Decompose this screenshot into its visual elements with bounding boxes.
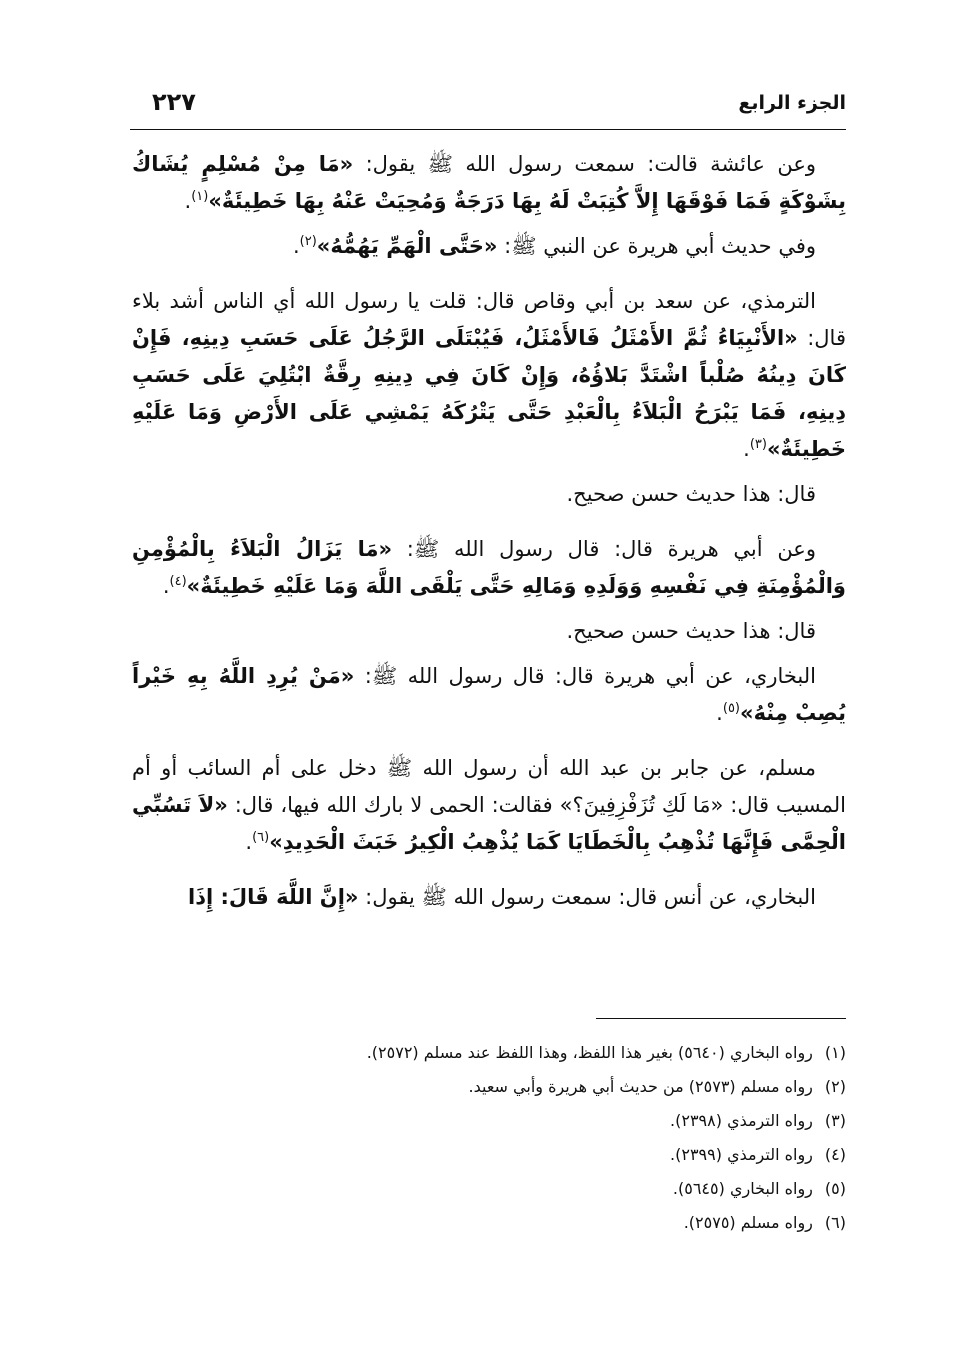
narration-text: وفي حديث أبي هريرة عن النبي ﷺ: — [497, 234, 816, 258]
hadith-quote: «حَتَّى الْهَمِّ يَهُمُّهُ» — [316, 234, 498, 258]
footnote-number: (٥) — [824, 1179, 846, 1198]
header-divider — [130, 129, 846, 130]
footnote-marker: (٣) — [749, 437, 767, 452]
footnote-text: رواه البخاري (٥٦٤٥). — [672, 1179, 813, 1198]
hadith-quote: «الأَنْبِيَاءُ ثُمَّ الأَمْثَلُ فَالأَمْثَلُ، فَيُبْتَلَى الرَّجُلُ عَلَى حَسَبِ دِينِهِ، فَإِنْ كَانَ دِينُهُ صُلْباً اشْتَدَّ بَلاؤُهُ، وَإِنْ كَانَ فِي دِينِهِ رِقَّةٌ ابْتُلِيَ عَلَى حَسَبِ دِينِهِ، فَمَا يَبْرَحُ الْبَلاَءُ بِالْعَبْدِ حَتَّى يَتْرُكَهُ يَمْشِي عَلَى الأَرْضِ وَمَا عَلَيْهِ خَطِيئَةٌ» — [132, 326, 846, 461]
footnote-item — [132, 1138, 846, 1172]
footnote-item — [132, 1172, 846, 1206]
footnote-marker: (٢) — [299, 234, 317, 249]
narration-text: مسلم، عن جابر بن عبد الله أن رسول الله ﷺ دخل على أم السائب أو أم المسيب قال: «مَا لَكِ تُزَفْزِفِينَ؟» فقالت: الحمى لا بارك الله فيها، قال: — [132, 756, 846, 817]
narration-text: البخاري، عن أنس قال: سمعت رسول الله ﷺ يقول: — [358, 885, 816, 909]
paragraph-aisha-hadith — [132, 146, 846, 220]
footnote-text: رواه البخاري (٥٦٤٠) بغير هذا اللفظ، وهذا اللفظ عند مسلم (٢٥٧٢). — [366, 1043, 813, 1062]
narration-text: وعن أبي هريرة قال: قال رسول الله ﷺ: — [392, 537, 816, 561]
hadith-quote: «مَا يَزَالُ الْبَلاَءُ بِالْمُؤْمِنِ وَالْمُؤْمِنَةِ فِي نَفْسِهِ وَوَلَدِهِ وَمَالِهِ حَتَّى يَلْقَى اللَّهَ وَمَا عَلَيْهِ خَطِيئَةٌ» — [132, 537, 846, 598]
page-number: ٢٢٧ — [152, 88, 196, 116]
footnote-text: رواه الترمذي (٢٣٩٨). — [670, 1111, 813, 1130]
footnote-marker: (٦) — [252, 830, 270, 845]
footnote-marker: (١) — [191, 189, 209, 204]
paragraph-grading-2 — [132, 613, 846, 650]
hadith-quote: «مَا مِنْ مُسْلِمٍ يُشَاكُ بِشَوْكَةٍ فَمَا فَوْقَهَا إِلاَّ كُتِبَتْ لَهُ بِهَا دَرَجَةٌ وَمُحِيَتْ عَنْهُ بِهَا خَطِيئَةٌ» — [132, 152, 846, 213]
paragraph-muslim-jabir — [132, 750, 846, 861]
footnotes-list — [132, 1036, 846, 1240]
footnote-number: (٦) — [824, 1213, 846, 1232]
footnote-marker: (٤) — [169, 574, 187, 589]
paragraph-bukhari-anas — [132, 879, 846, 916]
footnote-number: (٣) — [824, 1111, 846, 1130]
paragraph-bukhari-abu-hurayra — [132, 658, 846, 732]
hadith-quote: «إِنَّ اللَّهَ قَالَ: إِذَا — [188, 885, 359, 909]
paragraph-grading-1 — [132, 476, 846, 513]
paragraph-abu-hurayra-2 — [132, 531, 846, 605]
narration-text: الترمذي، عن سعد بن أبي وقاص قال: قلت يا رسول الله أي الناس أشد بلاء قال: — [132, 289, 846, 350]
footnote-marker: (٥) — [722, 701, 740, 716]
sentence-end: . — [716, 701, 723, 725]
footnote-number: (١) — [824, 1043, 846, 1062]
footnote-text: رواه الترمذي (٢٣٩٩). — [670, 1145, 813, 1164]
paragraph-abu-hurayra-1 — [132, 228, 846, 265]
page-header — [130, 86, 846, 126]
sentence-end: . — [743, 437, 750, 461]
footnote-item — [132, 1206, 846, 1240]
footnote-divider — [596, 1018, 846, 1019]
hadith-quote: «مَنْ يُرِدِ اللَّهُ بِهِ خَيْراً يُصِبْ مِنْهُ» — [132, 664, 846, 725]
footnote-item — [132, 1036, 846, 1070]
hadith-quote: «لاَ تَسُبِّي الْحِمَّى فَإِنَّهَا تُذْهِبُ بِالْخَطَايَا كَمَا يُذْهِبُ الْكِيرُ خَبَثَ الْحَدِيدِ» — [132, 793, 846, 854]
sentence-end: . — [184, 189, 192, 213]
footnote-number: (٢) — [824, 1077, 846, 1096]
footnote-item — [132, 1070, 846, 1104]
running-title: الجزء الرابع — [738, 92, 846, 114]
footnote-number: (٤) — [824, 1145, 846, 1164]
sentence-end: . — [292, 234, 300, 258]
grading-text: قال: هذا حديث حسن صحيح. — [566, 482, 816, 506]
footnote-text: رواه مسلم (٢٥٧٥). — [683, 1213, 813, 1232]
grading-text: قال: هذا حديث حسن صحيح. — [566, 619, 816, 643]
sentence-end: . — [162, 574, 170, 598]
narration-text: وعن عائشة قالت: سمعت رسول الله ﷺ يقول: — [353, 152, 816, 176]
paragraph-tirmidhi-saad — [132, 283, 846, 468]
footnote-text: رواه مسلم (٢٥٧٣) من حديث أبي هريرة وأبي سعيد. — [468, 1077, 813, 1096]
sentence-end: . — [245, 830, 253, 854]
narration-text: البخاري، عن أبي هريرة قال: قال رسول الله ﷺ: — [354, 664, 817, 688]
main-text — [132, 146, 846, 934]
footnote-item — [132, 1104, 846, 1138]
